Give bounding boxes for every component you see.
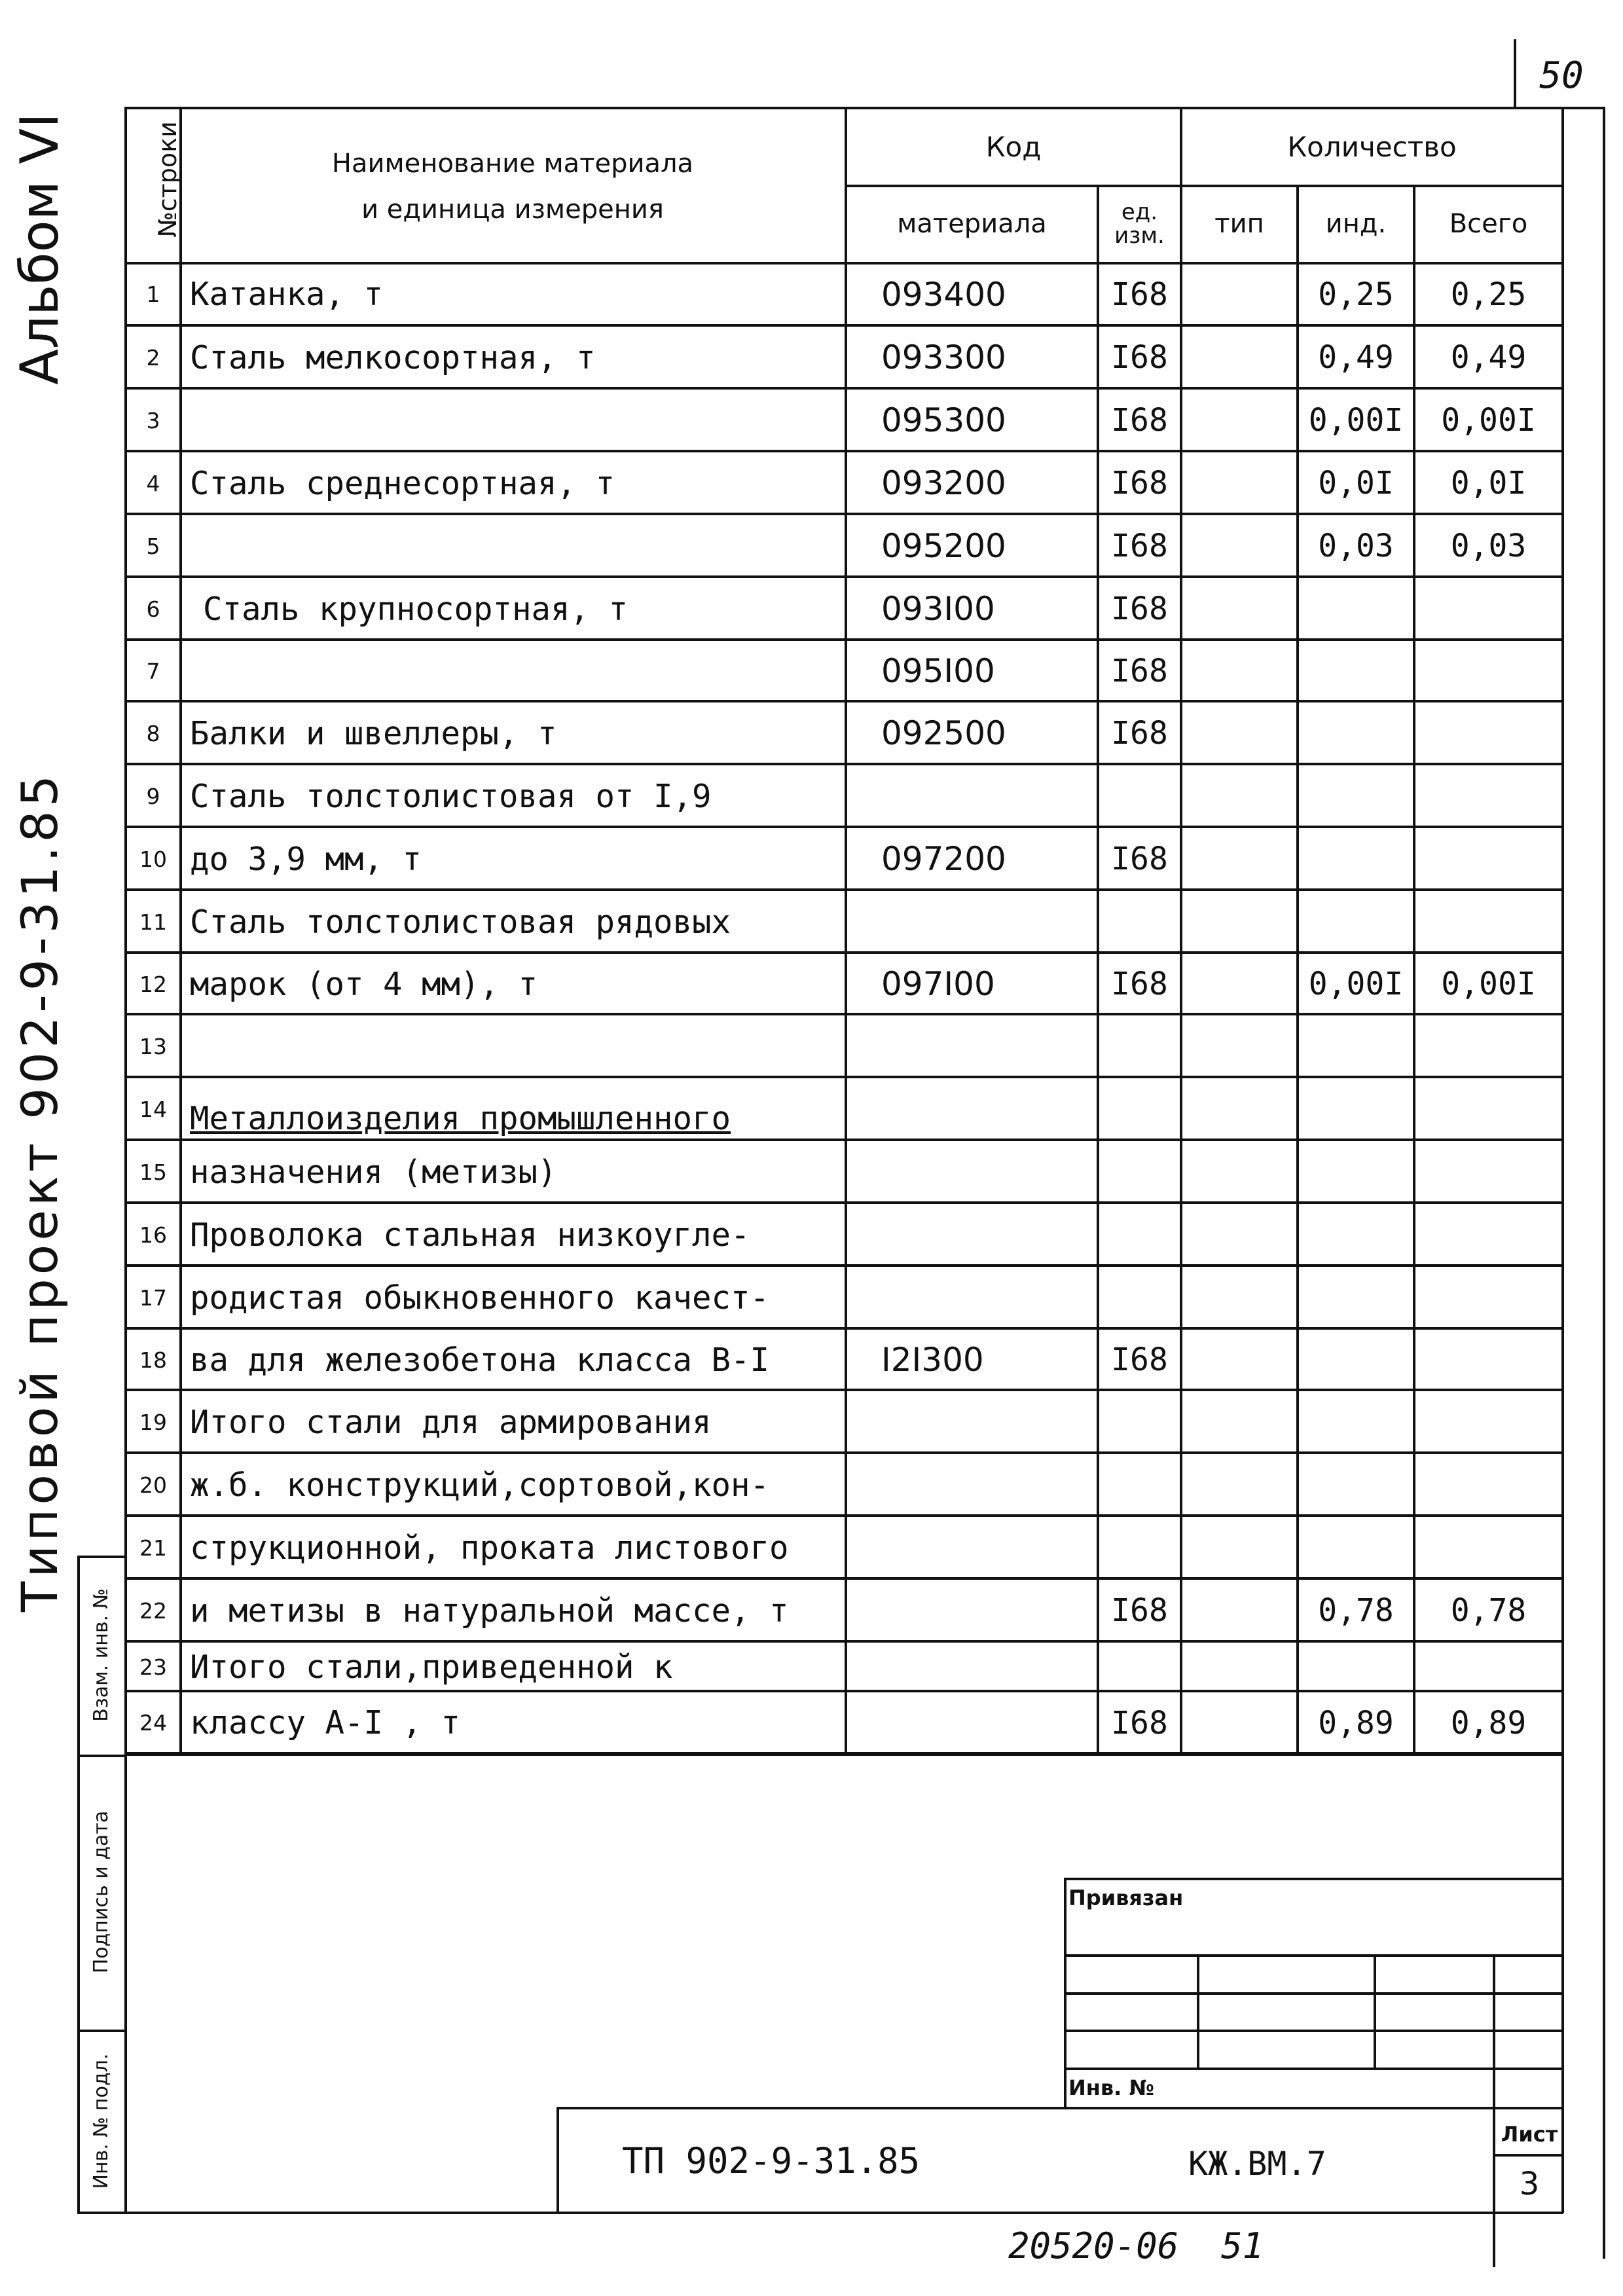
row-4-total: 0,0I (1450, 465, 1527, 501)
stamp-replacement-inv: Взам. инв. № (89, 1588, 113, 1722)
bottom-number: 20520-06 51 (1008, 2225, 1264, 2267)
row-18-type (1182, 1331, 1296, 1389)
row-1-unit: I68 (1111, 276, 1168, 313)
sheet-label: Лист (1501, 2122, 1558, 2147)
row-24-type (1182, 1694, 1296, 1752)
row-1-type (1182, 264, 1296, 324)
header-material: материала (897, 209, 1047, 239)
row-2-name: Сталь мелкосортная, т (190, 338, 596, 376)
row-8-ind (1299, 704, 1413, 763)
row-5-code: 095200 (881, 527, 1006, 565)
row-19-unit (1099, 1393, 1180, 1451)
row-11-n: 11 (139, 909, 167, 935)
inv-no-label: Инв. № (1068, 2075, 1154, 2100)
row-10-ind (1299, 829, 1413, 888)
row-6-unit: I68 (1111, 591, 1168, 627)
row-1-ind: 0,25 (1318, 276, 1394, 313)
row-8-unit: I68 (1111, 715, 1168, 752)
row-3-ind: 0,00I (1308, 402, 1404, 439)
row-18-ind (1299, 1331, 1413, 1389)
row-17-ind (1299, 1268, 1413, 1327)
row-23-name: Итого стали,приведенной к (190, 1648, 673, 1686)
row-7-unit: I68 (1111, 653, 1168, 689)
row-18-name: ва для железобетона класса В-I (190, 1341, 770, 1379)
row-22-name: и метизы в натуральной массе, т (190, 1592, 789, 1630)
row-2-ind: 0,49 (1318, 339, 1394, 376)
row-22-total: 0,78 (1450, 1592, 1527, 1629)
row-23-unit (1099, 1644, 1180, 1690)
row-3-name (185, 391, 845, 450)
row-3-unit: I68 (1111, 402, 1168, 439)
row-20-total (1415, 1455, 1561, 1514)
bound-label: Привязан (1068, 1886, 1184, 1910)
row-20-type (1182, 1455, 1296, 1514)
row-19-name: Итого стали для армирования (190, 1403, 712, 1441)
row-1-n: 1 (146, 282, 160, 307)
row-24-name: классу А-I , т (190, 1704, 461, 1741)
row-22-unit: I68 (1111, 1592, 1168, 1629)
row-24-n: 24 (139, 1710, 167, 1736)
row-12-unit: I68 (1111, 966, 1168, 1002)
row-24-code (847, 1694, 1097, 1752)
row-14-type (1182, 1080, 1296, 1139)
document-mark: КЖ.ВМ.7 (1188, 2145, 1326, 2183)
row-13-total (1415, 1017, 1561, 1076)
row-5-ind: 0,03 (1318, 528, 1394, 564)
row-4-n: 4 (146, 470, 160, 496)
row-12-ind: 0,00I (1308, 966, 1404, 1002)
row-2-code: 093300 (881, 338, 1006, 376)
row-10-type (1182, 829, 1296, 888)
row-7-name (185, 642, 845, 700)
row-15-unit (1099, 1142, 1180, 1201)
row-11-ind (1299, 892, 1413, 951)
row-5-unit: I68 (1111, 528, 1168, 564)
row-23-total (1415, 1644, 1561, 1690)
row-4-code: 093200 (881, 464, 1006, 502)
row-10-code: 097200 (881, 840, 1006, 878)
row-21-total (1415, 1518, 1561, 1577)
row-18-n: 18 (139, 1347, 167, 1373)
row-13-n: 13 (139, 1033, 167, 1059)
row-13-ind (1299, 1017, 1413, 1076)
row-4-type (1182, 454, 1296, 513)
header-quantity: Количество (1287, 130, 1457, 163)
row-9-n: 9 (146, 783, 160, 809)
row-6-total (1415, 579, 1561, 638)
row-12-n: 12 (139, 971, 167, 997)
row-13-unit (1099, 1017, 1180, 1076)
row-10-total (1415, 829, 1561, 888)
row-17-n: 17 (139, 1285, 167, 1311)
row-16-type (1182, 1205, 1296, 1264)
header-row-number: №строки (153, 121, 182, 238)
row-23-type (1182, 1644, 1296, 1690)
row-22-code (847, 1581, 1097, 1640)
header-unit: ед. изм. (1114, 199, 1165, 249)
row-2-type (1182, 328, 1296, 387)
row-2-unit: I68 (1111, 339, 1168, 376)
row-9-total (1415, 767, 1561, 826)
row-20-code (847, 1455, 1097, 1514)
row-6-ind (1299, 579, 1413, 638)
row-5-total: 0,03 (1450, 528, 1527, 564)
header-name-line2: и единица измерения (361, 194, 664, 225)
row-15-ind (1299, 1142, 1413, 1201)
row-3-code: 095300 (881, 401, 1006, 439)
page-number: 50 (1539, 54, 1584, 97)
row-4-ind: 0,0I (1318, 465, 1394, 501)
row-7-n: 7 (146, 658, 160, 684)
row-13-name (185, 1017, 845, 1076)
stamp-signature-date: Подпись и дата (89, 1810, 113, 1974)
header-ind: инд. (1325, 209, 1387, 239)
row-19-code (847, 1393, 1097, 1451)
row-16-total (1415, 1205, 1561, 1264)
row-20-name: ж.б. конструкций,сортовой,кон- (190, 1466, 770, 1504)
row-21-n: 21 (139, 1535, 167, 1561)
row-8-n: 8 (146, 720, 160, 746)
project-label: Типовой проект 902-9-31.85 (10, 771, 69, 1613)
row-14-total (1415, 1080, 1561, 1139)
row-14-ind (1299, 1080, 1413, 1139)
row-24-ind: 0,89 (1318, 1704, 1394, 1741)
row-7-type (1182, 642, 1296, 700)
header-name-line1: Наименование материала (331, 149, 694, 179)
row-23-ind (1299, 1644, 1413, 1690)
row-11-name: Сталь толстолистовая рядовых (190, 903, 731, 941)
row-15-name: назначения (метизы) (190, 1153, 557, 1191)
row-7-code: 095I00 (881, 652, 995, 690)
row-18-unit: I68 (1111, 1341, 1168, 1378)
row-8-code: 092500 (881, 714, 1006, 752)
stamp-original-inv: Инв. № подл. (89, 2053, 113, 2189)
row-20-n: 20 (139, 1472, 167, 1498)
row-9-type (1182, 767, 1296, 826)
row-8-type (1182, 704, 1296, 763)
row-3-n: 3 (146, 407, 160, 433)
row-19-type (1182, 1393, 1296, 1451)
row-3-total: 0,00I (1441, 402, 1536, 439)
row-16-ind (1299, 1205, 1413, 1264)
header-total: Всего (1449, 209, 1528, 239)
row-8-name: Балки и швеллеры, т (190, 714, 557, 752)
row-4-name: Сталь среднесортная, т (190, 464, 615, 502)
row-10-unit: I68 (1111, 841, 1168, 877)
row-6-name: Сталь крупносортная, т (203, 590, 629, 628)
row-12-name: марок (от 4 мм), т (190, 965, 538, 1003)
row-22-n: 22 (139, 1597, 167, 1624)
row-2-total: 0,49 (1450, 339, 1527, 376)
row-17-code (847, 1268, 1097, 1327)
row-12-code: 097I00 (881, 965, 995, 1003)
row-16-unit (1099, 1205, 1180, 1264)
row-13-code (847, 1017, 1097, 1076)
header-type: тип (1214, 209, 1264, 239)
row-14-code (847, 1080, 1097, 1139)
sheet-number: 3 (1519, 2166, 1540, 2202)
row-12-total: 0,00I (1441, 966, 1536, 1002)
row-6-n: 6 (146, 596, 160, 622)
header-code: Код (985, 130, 1042, 163)
row-7-total (1415, 642, 1561, 700)
row-6-type (1182, 579, 1296, 638)
row-11-code (847, 892, 1097, 951)
row-18-total (1415, 1331, 1561, 1389)
row-14-n: 14 (139, 1096, 167, 1122)
row-11-type (1182, 892, 1296, 951)
row-18-code: I2I300 (881, 1341, 984, 1379)
row-1-code: 093400 (881, 275, 1006, 314)
row-8-total (1415, 704, 1561, 763)
row-7-ind (1299, 642, 1413, 700)
row-1-total: 0,25 (1450, 276, 1527, 313)
row-14-unit (1099, 1080, 1180, 1139)
row-21-ind (1299, 1518, 1413, 1577)
row-23-n: 23 (139, 1654, 167, 1680)
row-10-name: до 3,9 мм, т (190, 840, 422, 878)
row-5-name (185, 517, 845, 575)
row-9-code (847, 767, 1097, 826)
row-9-name: Сталь толстолистовая от I,9 (190, 777, 712, 815)
row-22-type (1182, 1581, 1296, 1640)
row-15-n: 15 (139, 1159, 167, 1185)
row-3-type (1182, 391, 1296, 450)
album-label: Альбом VI (9, 113, 70, 385)
row-9-unit (1099, 767, 1180, 826)
row-9-ind (1299, 767, 1413, 826)
row-5-n: 5 (146, 533, 160, 559)
row-22-ind: 0,78 (1318, 1592, 1394, 1629)
row-23-code (847, 1644, 1097, 1690)
row-21-code (847, 1518, 1097, 1577)
row-16-n: 16 (139, 1222, 167, 1248)
row-11-unit (1099, 892, 1180, 951)
row-1-name: Катанка, т (190, 276, 384, 313)
row-20-ind (1299, 1455, 1413, 1514)
row-17-type (1182, 1268, 1296, 1327)
row-24-unit: I68 (1111, 1704, 1168, 1741)
row-19-ind (1299, 1393, 1413, 1451)
row-17-unit (1099, 1268, 1180, 1327)
row-15-total (1415, 1142, 1561, 1201)
row-14-name: Металлоизделия промышленного (190, 1100, 731, 1137)
row-6-code: 093I00 (881, 590, 995, 628)
row-12-type (1182, 955, 1296, 1013)
row-21-unit (1099, 1518, 1180, 1577)
row-19-n: 19 (139, 1409, 167, 1435)
row-15-code (847, 1142, 1097, 1201)
row-17-name: родистая обыкновенного качест- (190, 1279, 770, 1317)
row-24-total: 0,89 (1450, 1704, 1527, 1741)
row-19-total (1415, 1393, 1561, 1451)
row-5-type (1182, 517, 1296, 575)
row-17-total (1415, 1268, 1561, 1327)
row-10-n: 10 (139, 846, 167, 872)
row-4-unit: I68 (1111, 465, 1168, 501)
row-21-name: струкционной, проката листового (190, 1529, 789, 1567)
row-16-code (847, 1205, 1097, 1264)
row-2-n: 2 (146, 344, 160, 371)
row-16-name: Проволока стальная низкоугле- (190, 1216, 750, 1254)
document-code: ТП 902-9-31.85 (622, 2140, 921, 2181)
row-20-unit (1099, 1455, 1180, 1514)
row-21-type (1182, 1518, 1296, 1577)
row-13-type (1182, 1017, 1296, 1076)
row-15-type (1182, 1142, 1296, 1201)
row-11-total (1415, 892, 1561, 951)
